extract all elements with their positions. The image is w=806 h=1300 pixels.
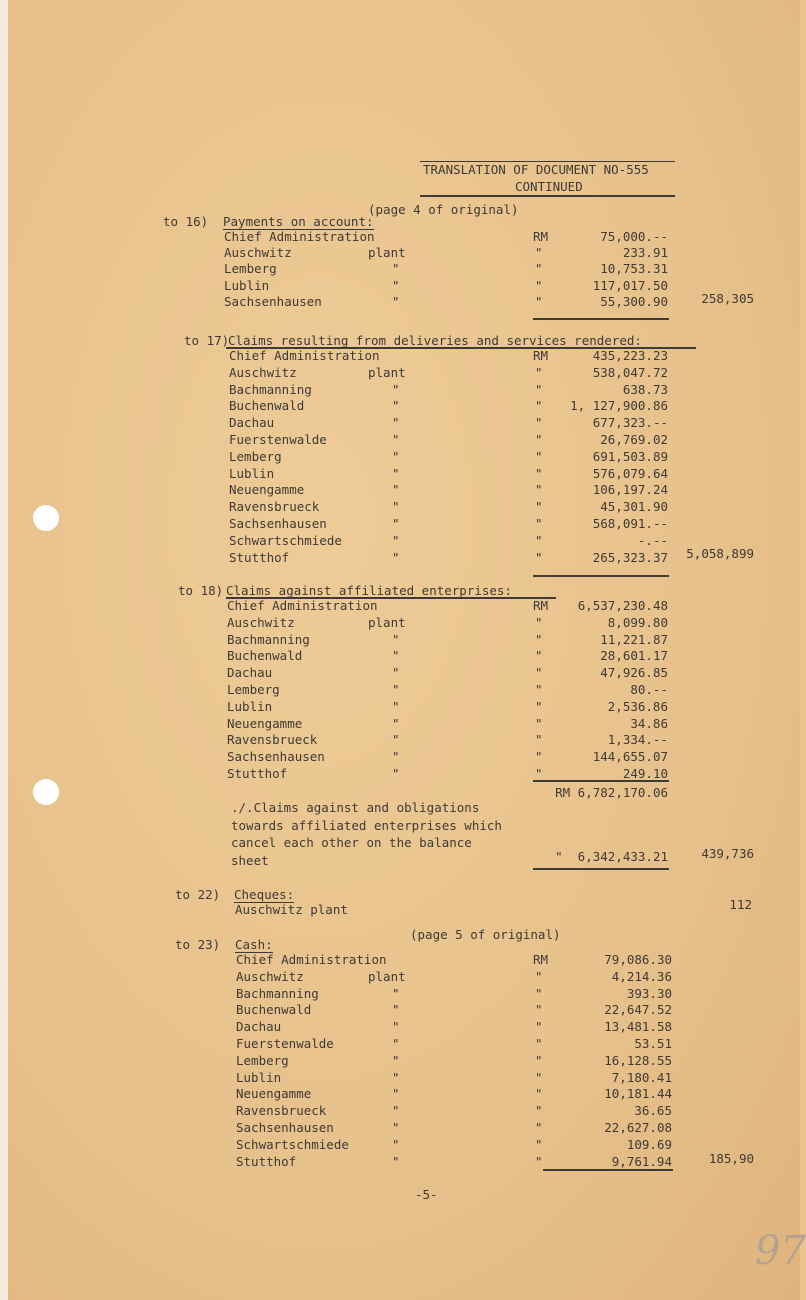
row-name: Lublin	[224, 277, 270, 293]
row-name: Ravensbrueck	[236, 1103, 327, 1119]
row-amount: 7,180.41	[611, 1069, 672, 1085]
row-currency: "	[535, 766, 543, 781]
row-currency: "	[535, 1036, 543, 1051]
row-currency: "	[535, 1019, 543, 1035]
row-amount: 576,079.64	[592, 465, 668, 481]
subtitle-rule	[420, 195, 675, 197]
row-qualifier: "	[392, 499, 400, 515]
row-name: Sachsenhausen	[229, 516, 327, 531]
row-name: Auschwitz	[224, 245, 292, 261]
row-qualifier: "	[392, 648, 400, 664]
row-qualifier: "	[392, 261, 400, 277]
row-name: Lublin	[229, 465, 275, 481]
row-amount: 26,769.02	[600, 432, 668, 447]
section-total: 258,305	[701, 291, 754, 306]
row-qualifier: "	[392, 715, 400, 731]
handwritten-number: 97	[755, 1228, 806, 1274]
row-name: Chief Administration	[224, 229, 375, 244]
row-amount: 13,481.58	[604, 1019, 672, 1035]
page-number: -5-	[415, 1187, 438, 1202]
row-amount: 53.51	[634, 1036, 672, 1051]
row-qualifier: "	[392, 682, 400, 697]
row-amount: 106,197.24	[592, 482, 668, 498]
row-qualifier: "	[392, 1052, 400, 1068]
underline-rule	[533, 780, 669, 782]
row-name: Lemberg	[227, 682, 280, 697]
row-qualifier: "	[392, 465, 400, 481]
row-currency: "	[535, 448, 543, 464]
row-amount: 11,221.87	[600, 631, 668, 647]
row-currency: RM	[533, 229, 549, 244]
row-currency: "	[535, 549, 543, 565]
row-qualifier: "	[392, 1153, 400, 1169]
section-label: to 22)	[175, 887, 221, 902]
row-currency: "	[535, 715, 543, 731]
section-heading: Claims resulting from deliveries and services rendered:	[228, 333, 642, 348]
row-currency: "	[535, 277, 543, 293]
row-qualifier: "	[392, 549, 400, 565]
row-name: Ravensbrueck	[227, 732, 318, 748]
section-total: 5,058,899	[686, 546, 754, 561]
row-amount: 10,753.31	[600, 261, 668, 277]
row-amount: 9,761.94	[611, 1153, 672, 1169]
row-amount: 691,503.89	[592, 448, 668, 464]
row-currency: "	[535, 665, 543, 681]
row-qualifier: "	[392, 665, 400, 681]
underline-rule	[226, 347, 696, 349]
underline-rule	[533, 318, 669, 320]
row-currency: "	[535, 261, 543, 277]
row-currency: "	[535, 682, 543, 697]
row-qualifier: "	[392, 1103, 400, 1119]
row-name: Sachsenhausen	[236, 1120, 334, 1135]
row-currency: "	[535, 648, 543, 664]
row-amount: 2,536.86	[607, 698, 668, 714]
row-qualifier: plant	[368, 614, 406, 630]
row-qualifier: "	[392, 1002, 400, 1018]
punch-hole	[33, 505, 59, 531]
row-qualifier: "	[392, 432, 400, 447]
section-heading: Cheques:	[234, 887, 295, 902]
row-currency: "	[535, 631, 543, 647]
row-currency: "	[535, 1086, 543, 1102]
row-qualifier: "	[392, 1120, 400, 1135]
row-currency: "	[535, 465, 543, 481]
row-currency: "	[535, 1153, 543, 1169]
document-title: TRANSLATION OF DOCUMENT NO-555	[423, 162, 649, 177]
row-currency: "	[535, 432, 543, 447]
row-name: Bachmanning	[227, 631, 310, 647]
row-name: Neuengamme	[227, 715, 303, 731]
row-name: Schwartschmiede	[236, 1136, 349, 1152]
section-heading: Claims against affiliated enterprises:	[226, 583, 512, 598]
row-currency: "	[535, 381, 543, 397]
row-amount: 79,086.30	[604, 952, 672, 967]
row-amount: 393.30	[626, 985, 672, 1001]
row-qualifier: plant	[368, 245, 406, 261]
row-amount: 28,601.17	[600, 648, 668, 664]
row-name: Lemberg	[236, 1052, 289, 1068]
row-name: Neuengamme	[236, 1086, 312, 1102]
section-total: 185,90	[708, 1151, 754, 1166]
row-name: Buchenwald	[227, 648, 303, 664]
row-currency: "	[535, 482, 543, 498]
row-name: Lublin	[236, 1069, 282, 1085]
row-currency: "	[535, 499, 543, 515]
row-currency: "	[535, 1103, 543, 1119]
row-currency: "	[535, 698, 543, 714]
row-amount: 638.73	[622, 381, 668, 397]
document-subtitle: CONTINUED	[515, 179, 583, 194]
row-amount: 75,000.--	[600, 229, 668, 244]
underline-rule	[543, 1169, 673, 1171]
row-qualifier: "	[392, 1069, 400, 1085]
row-amount: 8,099.80	[607, 614, 668, 630]
row-amount: 109.69	[626, 1136, 672, 1152]
row-qualifier: "	[392, 415, 400, 431]
row-name: Dachau	[236, 1019, 282, 1035]
row-qualifier: "	[392, 698, 400, 714]
row-amount: 55,300.90	[600, 293, 668, 309]
row-name: Chief Administration	[229, 348, 380, 363]
row-name: Dachau	[229, 415, 275, 431]
row-qualifier: "	[392, 532, 400, 548]
row-qualifier: "	[392, 732, 400, 748]
punch-hole	[33, 779, 59, 805]
note-line: ./.Claims against and obligations	[231, 800, 480, 815]
row-qualifier: "	[392, 516, 400, 531]
row-name: Dachau	[227, 665, 273, 681]
row-currency: RM	[533, 598, 549, 613]
row-qualifier: "	[392, 766, 400, 781]
row-name: Fuerstenwalde	[236, 1036, 334, 1051]
row-name: Stutthof	[227, 766, 288, 781]
row-amount: 435,223.23	[592, 348, 668, 363]
row-qualifier: "	[392, 482, 400, 498]
row-name: Fuerstenwalde	[229, 432, 327, 447]
row-name: Auschwitz plant	[235, 902, 348, 917]
row-qualifier: "	[392, 277, 400, 293]
row-qualifier: "	[392, 381, 400, 397]
row-qualifier: "	[392, 398, 400, 414]
row-amount: 34.86	[630, 715, 668, 731]
row-name: Lemberg	[229, 448, 282, 464]
row-amount: 47,926.85	[600, 665, 668, 681]
row-name: Auschwitz	[227, 614, 295, 630]
row-currency: "	[535, 968, 543, 984]
row-amount: 4,214.36	[611, 968, 672, 984]
row-qualifier: "	[392, 985, 400, 1001]
page-edge	[0, 0, 8, 1300]
row-currency: "	[535, 1069, 543, 1085]
row-amount: 16,128.55	[604, 1052, 672, 1068]
section-label: to 17)	[184, 333, 230, 348]
page-note: (page 4 of original)	[368, 202, 519, 217]
row-currency: "	[535, 732, 543, 748]
row-name: Lemberg	[224, 261, 277, 277]
row-amount: 1, 127,900.86	[570, 398, 668, 414]
row-currency: "	[535, 245, 543, 261]
row-qualifier: "	[392, 448, 400, 464]
row-name: Chief Administration	[227, 598, 378, 613]
row-currency: "	[535, 1052, 543, 1068]
title-rule	[420, 161, 675, 162]
row-amount: 6,537,230.48	[577, 598, 668, 613]
row-currency: "	[535, 1136, 543, 1152]
row-qualifier: "	[392, 1036, 400, 1051]
row-amount: 22,627.08	[604, 1120, 672, 1135]
row-name: Buchenwald	[236, 1002, 312, 1018]
row-name: Sachsenhausen	[227, 749, 325, 765]
row-currency: "	[535, 415, 543, 431]
row-name: Ravensbrueck	[229, 499, 320, 515]
row-amount: 265,323.37	[592, 549, 668, 565]
row-qualifier: "	[392, 1136, 400, 1152]
row-amount: 10,181.44	[604, 1086, 672, 1102]
row-amount: 568,091.--	[592, 516, 668, 531]
row-amount: 80.--	[630, 682, 668, 697]
row-qualifier: "	[392, 1019, 400, 1035]
section-label: to 16)	[163, 214, 209, 229]
row-qualifier: "	[392, 749, 400, 765]
note-amount: " 6,342,433.21	[555, 849, 668, 864]
section-label: to 18)	[178, 583, 224, 598]
row-qualifier: "	[392, 293, 400, 309]
row-amount: 233.91	[622, 245, 668, 261]
row-currency: "	[535, 398, 543, 414]
row-name: Bachmanning	[229, 381, 312, 397]
row-amount: 144,655.07	[592, 749, 668, 765]
note-line: towards affiliated enterprises which	[231, 817, 502, 833]
row-name: Schwartschmiede	[229, 532, 342, 548]
underline-rule	[533, 575, 669, 577]
row-amount: 1,334.--	[607, 732, 668, 748]
row-currency: RM	[533, 348, 549, 363]
row-name: Sachsenhausen	[224, 293, 322, 309]
underline-rule	[226, 597, 556, 599]
page-note: (page 5 of original)	[410, 927, 561, 942]
row-currency: RM	[533, 952, 549, 967]
row-amount: 677,323.--	[592, 415, 668, 431]
row-amount: 22,647.52	[604, 1002, 672, 1018]
row-currency: "	[535, 516, 543, 531]
row-currency: "	[535, 1002, 543, 1018]
note-line: sheet	[231, 852, 269, 868]
row-name: Bachmanning	[236, 985, 319, 1001]
row-name: Stutthof	[229, 549, 290, 565]
row-amount: -.--	[637, 532, 668, 548]
row-name: Lublin	[227, 698, 273, 714]
row-currency: "	[535, 614, 543, 630]
row-currency: "	[535, 749, 543, 765]
section-label: to 23)	[175, 937, 221, 952]
row-currency: "	[535, 364, 543, 380]
row-amount: 36.65	[634, 1103, 672, 1119]
section-heading: Cash:	[235, 937, 273, 952]
row-currency: "	[535, 293, 543, 309]
row-amount: 117,017.50	[592, 277, 668, 293]
row-currency: "	[535, 985, 543, 1001]
row-qualifier: "	[392, 631, 400, 647]
row-qualifier: plant	[368, 364, 406, 380]
section-total: 112	[729, 897, 752, 912]
row-qualifier: "	[392, 1086, 400, 1102]
row-amount: 45,301.90	[600, 499, 668, 515]
row-qualifier: plant	[368, 968, 406, 984]
row-name: Buchenwald	[229, 398, 305, 414]
row-name: Auschwitz	[236, 968, 304, 984]
row-currency: "	[535, 532, 543, 548]
row-name: Chief Administration	[236, 952, 387, 967]
row-name: Stutthof	[236, 1153, 297, 1169]
section-total: 439,736	[701, 846, 754, 861]
underline-rule	[533, 868, 669, 870]
row-name: Auschwitz	[229, 364, 297, 380]
section-heading: Payments on account:	[223, 214, 374, 229]
note-line: cancel each other on the balance	[231, 835, 472, 850]
row-name: Neuengamme	[229, 482, 305, 498]
subtotal-amount: RM 6,782,170.06	[555, 784, 668, 800]
row-amount: 538,047.72	[592, 364, 668, 380]
row-currency: "	[535, 1120, 543, 1135]
row-amount: 249.10	[622, 766, 668, 781]
